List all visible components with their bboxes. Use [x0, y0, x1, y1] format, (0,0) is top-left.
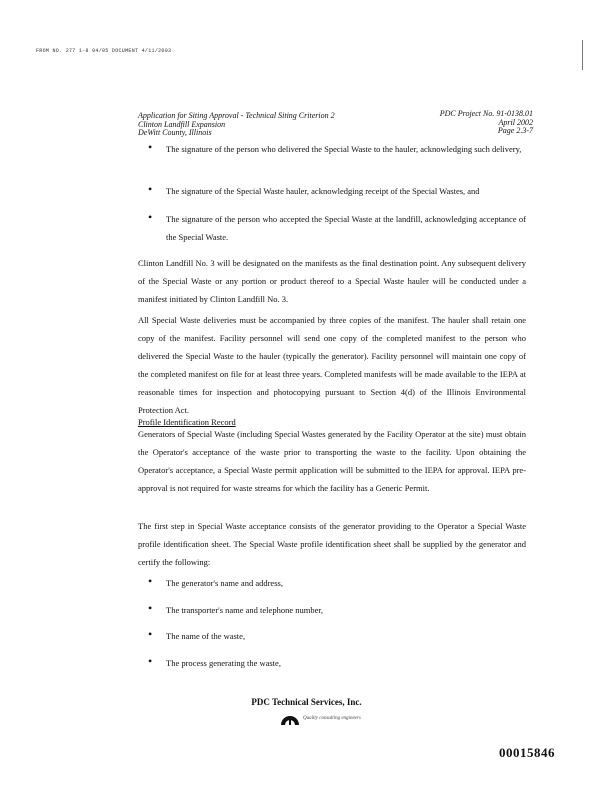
paragraph: All Special Waste deliveries must be accompanied by three copies of the manifest. The hauler shall retain one copy of the manifest. Facility personnel will send one copy of the completed manifest to the person who delivered the Special Waste to the hauler (typically the generator). Facility personnel will maintain one copy of the completed manifest on file for at least three years. Completed manifests will be made available to the IEPA at reasonable times for inspection and photocopying pursuant to Section 4(d) of the Illinois Environmental Protection Act. [138, 315, 526, 415]
paragraph: Clinton Landfill No. 3 will be designated on the manifests as the final destination point. Any subsequent delivery of the Special Waste or any portion or product thereof to a Special Waste hauler will be conducted under a manifest initiated by Clinton Landfill No. 3. [138, 258, 526, 304]
bullet-icon: • [148, 182, 153, 196]
list-item: The signature of the person who accepted the Special Waste at the landfill, acknowledging acceptance of the Special Waste. [166, 214, 526, 242]
list-item: The generator's name and address, [166, 578, 283, 588]
bullet-icon: • [148, 654, 153, 668]
header-title: Application for Siting Approval - Technical Siting Criterion 2 [138, 111, 335, 120]
list-item: The process generating the waste, [166, 658, 281, 668]
company-name: PDC Technical Services, Inc. [251, 697, 362, 707]
list-item: The signature of the Special Waste hauler, acknowledging receipt of the Special Wastes, and [166, 186, 480, 196]
header-right [440, 110, 533, 136]
pdc-logo-icon [280, 714, 300, 726]
header-page-number: Page 2.3-7 [497, 126, 533, 135]
header-left [138, 112, 335, 138]
list-item: The signature of the person who delivered the Special Waste to the hauler, acknowledging such delivery, [166, 144, 522, 154]
header-date: April 2002 [498, 117, 533, 127]
header-project-number: PDC Project No. 91-0138.01 [439, 109, 533, 118]
bullet-icon: • [148, 140, 153, 154]
bullet-icon: • [148, 627, 153, 641]
bullet-icon: • [148, 601, 153, 615]
section-heading: Profile Identification Record [138, 417, 236, 427]
paragraph: The first step in Special Waste acceptance consists of the generator providing to the Operator a Special Waste profile identification sheet. The Special Waste profile identification sheet shall be supplied by the generator and certify the following: [138, 521, 526, 567]
list-item: The transporter's name and telephone number, [166, 605, 323, 615]
bullet-icon: • [148, 210, 153, 224]
scan-edge-mark [582, 40, 583, 70]
header-project-name: Clinton Landfill Expansion [138, 119, 226, 129]
header-location: DeWitt County, Illinois [138, 128, 212, 137]
bullet-icon: • [148, 574, 153, 588]
document-control-number: 00015846 [499, 745, 555, 760]
list-item: The name of the waste, [166, 631, 246, 641]
company-tagline: Quality consulting engineers [303, 716, 361, 721]
fax-transmission-header: FROM NO. 277 1-8 04/05 DOCUMENT 4/11/2003 [36, 48, 172, 54]
paragraph: Generators of Special Waste (including Special Wastes generated by the Facility Operator at the site) must obtain the Operator's acceptance of the waste prior to transporting the waste to the facility. Upon obtaining the Operator's acceptance, a Special Waste permit application will be submitted to the IEPA for approval. IEPA pre-approval is not required for waste streams for which the facility has a Generic Permit. [138, 429, 526, 493]
